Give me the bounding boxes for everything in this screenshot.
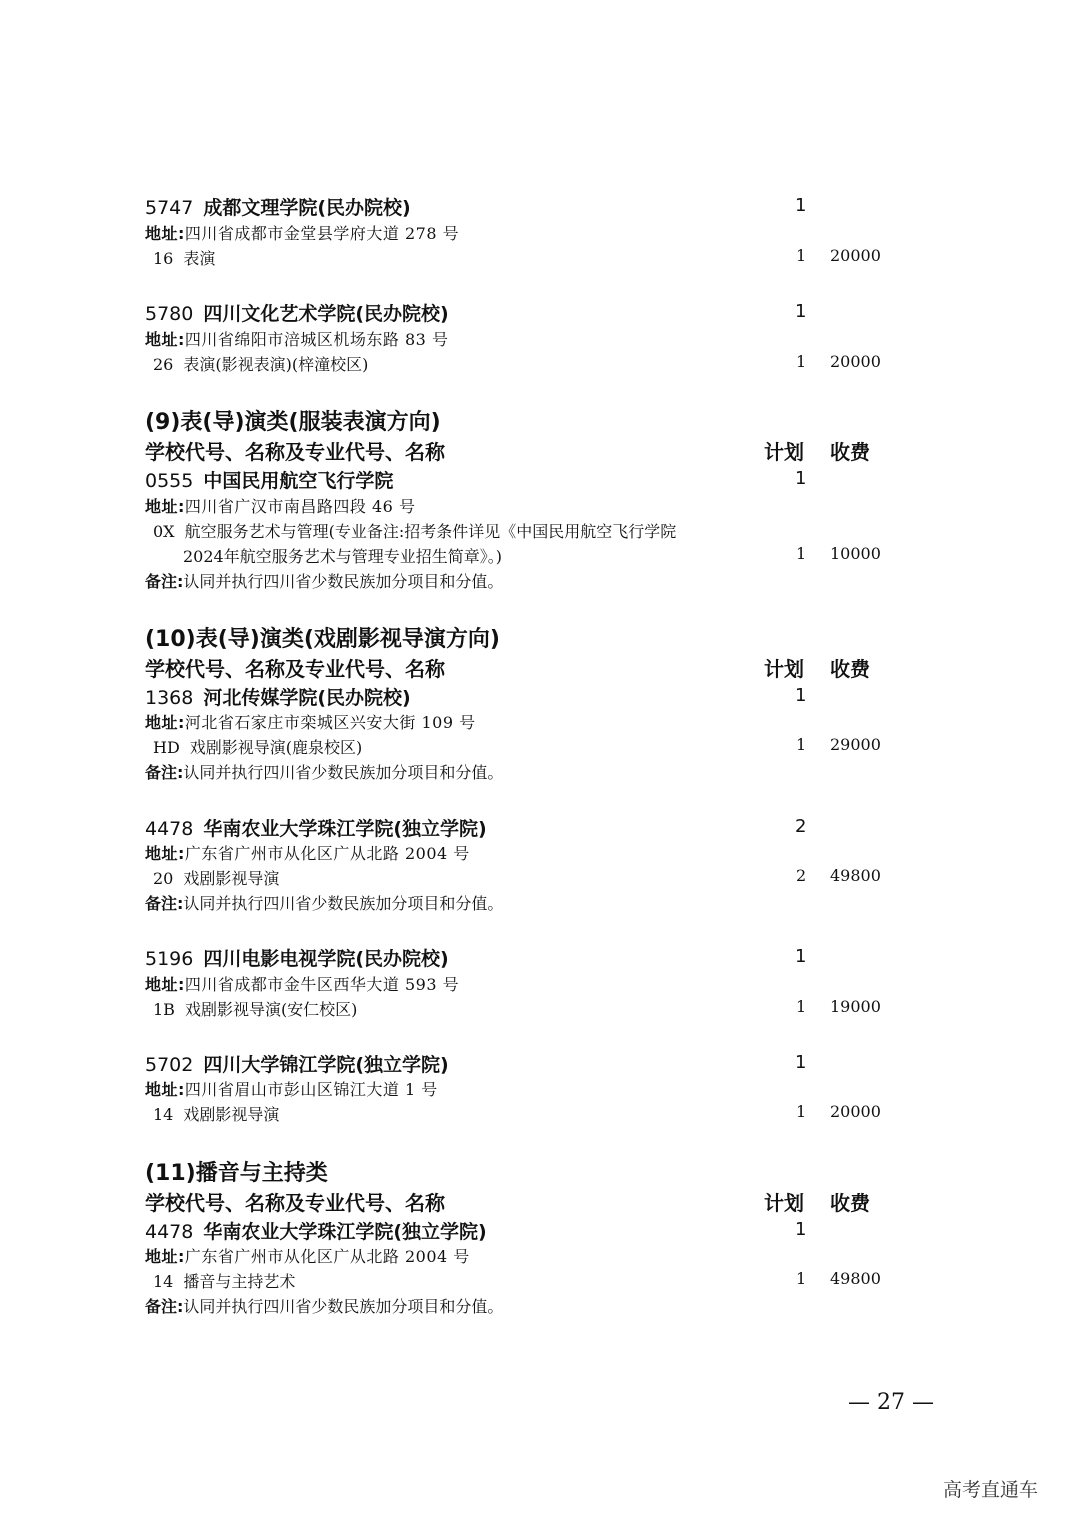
- note-label: 备注:: [145, 894, 184, 913]
- school-name: 四川大学锦江学院(独立学院): [203, 1054, 449, 1076]
- school-plan: 1: [795, 946, 807, 967]
- header-school-major: 学校代号、名称及专业代号、名称: [145, 440, 445, 464]
- major-plan: 1: [796, 246, 807, 265]
- note-row: [145, 760, 503, 783]
- major-plan: 1: [796, 735, 807, 754]
- major-name: 戏剧影视导演(鹿泉校区): [189, 738, 363, 757]
- school-name-row: [145, 683, 411, 710]
- category-title: (9)表(导)演类(服装表演方向): [145, 410, 441, 435]
- address-label: 地址:: [145, 497, 185, 516]
- address-label: 地址:: [145, 713, 185, 732]
- major-name-continuation: 2024年航空服务艺术与管理专业招生简章》。): [183, 547, 502, 566]
- school-name: 华南农业大学珠江学院(独立学院): [203, 1221, 487, 1243]
- major-row: [153, 866, 279, 889]
- note-label: 备注:: [145, 1297, 184, 1316]
- address-row: [145, 327, 448, 350]
- header-plan: 计划: [764, 657, 804, 681]
- watermark-text: 高考直通车: [943, 1479, 1039, 1501]
- address-value: 四川省成都市金牛区西华大道 593 号: [184, 975, 460, 994]
- school-name: 成都文理学院(民办院校): [203, 197, 411, 219]
- note-value: 认同并执行四川省少数民族加分项目和分值。: [183, 894, 504, 913]
- note-value: 认同并执行四川省少数民族加分项目和分值。: [183, 1297, 504, 1316]
- school-name: 河北传媒学院(民办院校): [203, 687, 411, 709]
- header-fee: 收费: [830, 657, 870, 681]
- school-name-row: [145, 1217, 487, 1244]
- address-label: 地址:: [145, 224, 185, 243]
- major-row: [153, 1269, 295, 1292]
- major-fee: 20000: [830, 352, 881, 371]
- note-label: 备注:: [145, 572, 184, 591]
- major-plan: 1: [796, 997, 807, 1016]
- school-code: 4478: [145, 1221, 194, 1243]
- major-row: [153, 997, 357, 1020]
- address-row: [145, 221, 459, 244]
- school-code: 5747: [145, 197, 194, 219]
- header-fee: 收费: [830, 1191, 870, 1215]
- note-row: [145, 1294, 503, 1317]
- address-value: 四川省广汉市南昌路四段 46 号: [184, 497, 416, 516]
- major-plan: 1: [796, 352, 807, 371]
- header-plan: 计划: [764, 440, 804, 464]
- major-name: 表演(影视表演)(梓潼校区): [183, 355, 369, 374]
- major-name: 戏剧影视导演: [183, 1105, 280, 1124]
- note-label: 备注:: [145, 763, 184, 782]
- school-name-row: [145, 814, 487, 841]
- major-row: [153, 735, 362, 758]
- major-plan: 1: [796, 1102, 807, 1121]
- major-name: 戏剧影视导演: [183, 869, 280, 888]
- school-code: 1368: [145, 687, 194, 709]
- major-fee: 29000: [830, 735, 881, 754]
- note-value: 认同并执行四川省少数民族加分项目和分值。: [183, 763, 504, 782]
- school-plan: 1: [795, 468, 807, 489]
- address-row: [145, 494, 415, 517]
- school-name-row: [145, 193, 411, 220]
- school-name-row: [145, 299, 449, 326]
- address-row: [145, 710, 476, 733]
- school-name-row: [145, 466, 393, 493]
- school-name: 四川电影电视学院(民办院校): [203, 948, 449, 970]
- school-code: 5196: [145, 948, 194, 970]
- major-row: [153, 519, 676, 542]
- major-fee: 20000: [830, 1102, 881, 1121]
- header-fee: 收费: [830, 440, 870, 464]
- major-row: [153, 246, 215, 269]
- major-name: 表演: [183, 249, 216, 268]
- major-code: 14: [153, 1105, 174, 1124]
- major-fee: 49800: [830, 866, 881, 885]
- major-code: 1B: [153, 1000, 175, 1019]
- school-plan: 1: [795, 1219, 807, 1240]
- school-plan: 1: [795, 685, 807, 706]
- major-code: 14: [153, 1272, 174, 1291]
- major-name: 播音与主持艺术: [183, 1272, 296, 1291]
- school-plan: 2: [795, 816, 807, 837]
- note-row: [145, 569, 503, 592]
- school-name: 四川文化艺术学院(民办院校): [203, 303, 449, 325]
- major-row: [153, 352, 368, 375]
- school-name-row: [145, 1050, 449, 1077]
- address-value: 四川省眉山市彭山区锦江大道 1 号: [184, 1080, 438, 1099]
- school-code: 5780: [145, 303, 194, 325]
- major-plan: 1: [796, 1269, 807, 1288]
- major-fee: 10000: [830, 544, 881, 563]
- major-name: 航空服务艺术与管理(专业备注:招考条件详见《中国民用航空飞行学院: [184, 522, 677, 541]
- major-code: HD: [153, 738, 180, 757]
- address-label: 地址:: [145, 330, 185, 349]
- note-value: 认同并执行四川省少数民族加分项目和分值。: [183, 572, 504, 591]
- note-row: [145, 891, 503, 914]
- major-plan: 1: [796, 544, 807, 563]
- school-name-row: [145, 944, 449, 971]
- school-plan: 1: [795, 301, 807, 322]
- major-code: 26: [153, 355, 174, 374]
- school-name: 华南农业大学珠江学院(独立学院): [203, 818, 487, 840]
- address-value: 广东省广州市从化区广从北路 2004 号: [184, 844, 470, 863]
- page-number: — 27 —: [848, 1390, 934, 1415]
- address-label: 地址:: [145, 975, 185, 994]
- school-plan: 1: [795, 1052, 807, 1073]
- address-label: 地址:: [145, 1247, 185, 1266]
- address-value: 河北省石家庄市栾城区兴安大街 109 号: [184, 713, 476, 732]
- major-code: 20: [153, 869, 174, 888]
- address-value: 四川省成都市金堂县学府大道 278 号: [184, 224, 460, 243]
- major-code: 0X: [153, 522, 175, 541]
- address-row: [145, 841, 470, 864]
- major-fee: 20000: [830, 246, 881, 265]
- major-fee: 49800: [830, 1269, 881, 1288]
- school-code: 0555: [145, 470, 194, 492]
- address-row: [145, 972, 459, 995]
- school-code: 5702: [145, 1054, 194, 1076]
- major-fee: 19000: [830, 997, 881, 1016]
- header-plan: 计划: [764, 1191, 804, 1215]
- school-code: 4478: [145, 818, 194, 840]
- category-title: (10)表(导)演类(戏剧影视导演方向): [145, 627, 500, 652]
- school-name: 中国民用航空飞行学院: [203, 470, 394, 492]
- category-title: (11)播音与主持类: [145, 1161, 328, 1186]
- school-plan: 1: [795, 195, 807, 216]
- address-label: 地址:: [145, 844, 185, 863]
- major-row: [153, 1102, 279, 1125]
- major-name: 戏剧影视导演(安仁校区): [184, 1000, 358, 1019]
- major-plan: 2: [796, 866, 807, 885]
- address-label: 地址:: [145, 1080, 185, 1099]
- address-value: 四川省绵阳市涪城区机场东路 83 号: [184, 330, 449, 349]
- header-school-major: 学校代号、名称及专业代号、名称: [145, 1191, 445, 1215]
- address-row: [145, 1244, 470, 1267]
- address-value: 广东省广州市从化区广从北路 2004 号: [184, 1247, 470, 1266]
- major-code: 16: [153, 249, 174, 268]
- header-school-major: 学校代号、名称及专业代号、名称: [145, 657, 445, 681]
- address-row: [145, 1077, 438, 1100]
